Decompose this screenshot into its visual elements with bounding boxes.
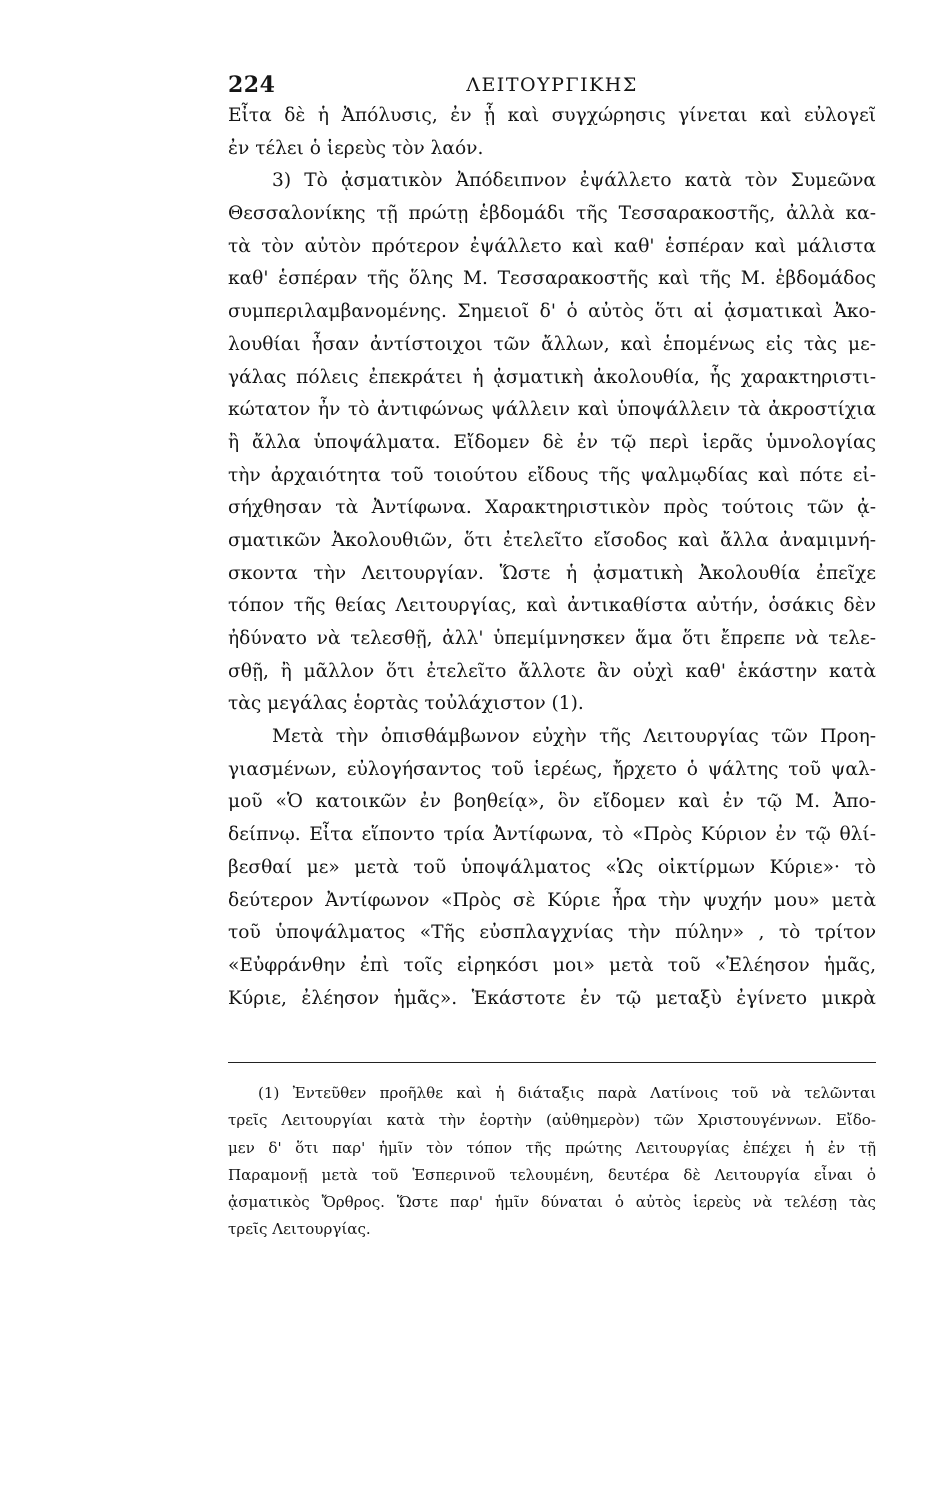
footnote (228, 1080, 876, 1244)
text-line: τόπον τῆς θείας Λειτουργίας, καὶ ἀντικαθίστα αὐτήν, ὁσάκις δὲν (228, 595, 876, 617)
text-line: λουθίαι ἦσαν ἀντίστοιχοι τῶν ἄλλων, καὶ ἑπομένως εἰς τὰς με- (228, 333, 876, 355)
text-line: 3) Τὸ ᾀσματικὸν Ἀπόδειπνον ἐψάλλετο κατὰ τὸν Συμεῶνα (272, 170, 876, 192)
text-line: συμπεριλαμβανομένης. Σημειοῖ δ' ὁ αὐτὸς ὅτι αἱ ᾀσματικαὶ Ἀκο- (228, 301, 876, 323)
text-line: Κύριε, ἐλέησον ἡμᾶς». Ἑκάστοτε ἐν τῷ μεταξὺ ἐγίνετο μικρὰ (228, 987, 876, 1009)
text-line: κώτατον ἦν τὸ ἀντιφώνως ψάλλειν καὶ ὑποψάλλειν τὰ ἀκροστίχια (228, 399, 876, 421)
running-title: ΛΕΙΤΟΥΡΓΙΚΗΣ (466, 74, 638, 96)
text-line: ἢ ἄλλα ὑποψάλματα. Εἴδομεν δὲ ἐν τῷ περὶ ἱερᾶς ὑμνολογίας (228, 431, 876, 453)
footnote-line: μεν δ' ὅτι παρ' ἡμῖν τὸν τόπον τῆς πρώτης Λειτουργίας ἐπέχει ἡ ἐν τῇ (228, 1138, 876, 1157)
page-number: 224 (228, 72, 276, 98)
text-line: δεύτερον Ἀντίφωνον «Πρὸς σὲ Κύριε ἦρα τὴν ψυχήν μου» μετὰ (228, 889, 876, 911)
text-line: ἐν τέλει ὁ ἱερεὺς τὸν λαόν. (228, 137, 484, 159)
text-line: σματικῶν Ἀκολουθιῶν, ὅτι ἐτελεῖτο εἴσοδος καὶ ἄλλα ἀναμιμνή- (228, 529, 876, 551)
text-line: σκοντα τὴν Λειτουργίαν. Ὥστε ἡ ᾀσματικὴ Ἀκολουθία ἐπεῖχε (228, 562, 876, 584)
text-line: δείπνῳ. Εἶτα εἵποντο τρία Ἀντίφωνα, τὸ «Πρὸς Κύριον ἐν τῷ θλί- (228, 824, 876, 846)
footnote-line: τρεῖς Λειτουργίαι κατὰ τὴν ἑορτὴν (αὐθημερὸν) τῶν Χριστουγέννων. Εἴδο- (228, 1111, 876, 1130)
text-line: καθ' ἑσπέραν τῆς ὅλης Μ. Τεσσαρακοστῆς καὶ τῆς Μ. ἑβδομάδος (228, 268, 876, 290)
footnote-divider (228, 1062, 876, 1063)
text-line: Μετὰ τὴν ὀπισθάμβωνον εὐχὴν τῆς Λειτουργίας τῶν Προη- (272, 726, 876, 748)
text-line: ἠδύνατο νὰ τελεσθῇ, ἀλλ' ὑπεμίμνησκεν ἅμα ὅτι ἔπρεπε νὰ τελε- (228, 628, 876, 649)
footnote-line: ᾀσματικὸς Ὄρθρος. Ὥστε παρ' ἡμῖν δύναται ὁ αὐτὸς ἱερεὺς νὰ τελέσῃ τὰς (228, 1193, 876, 1212)
main-text (228, 100, 876, 1015)
text-line: τὰ τὸν αὐτὸν πρότερον ἐψάλλετο καὶ καθ' ἑσπέραν καὶ μάλιστα (228, 235, 876, 257)
text-line: «Εὐφράνθην ἐπὶ τοῖς εἰρηκόσι μοι» μετὰ τοῦ «Ἐλέησον ἡμᾶς, (228, 954, 876, 976)
text-line: γιασμένων, εὐλογήσαντος τοῦ ἱερέως, ἤρχετο ὁ ψάλτης τοῦ ψαλ- (228, 758, 876, 780)
text-line: μοῦ «Ὁ κατοικῶν ἐν βοηθείᾳ», ὃν εἴδομεν καὶ ἐν τῷ Μ. Ἀπο- (228, 791, 876, 813)
text-line: σήχθησαν τὰ Ἀντίφωνα. Χαρακτηριστικὸν πρὸς τούτοις τῶν ᾀ- (228, 497, 876, 519)
text-line: τοῦ ὑποψάλματος «Τῆς εὐσπλαγχνίας τὴν πύλην» , τὸ τρίτον (228, 922, 876, 944)
text-line: τὰς μεγάλας ἑορτὰς τοὐλάχιστον (1). (228, 693, 584, 715)
text-line: Θεσσαλονίκης τῇ πρώτῃ ἑβδομάδι τῆς Τεσσαρακοστῆς, ἀλλὰ κα- (228, 203, 876, 225)
text-line: γάλας πόλεις ἐπεκράτει ἡ ᾀσματικὴ ἀκολουθία, ἧς χαρακτηριστι- (228, 366, 876, 388)
text-line: σθῇ, ἢ μᾶλλον ὅτι ἐτελεῖτο ἄλλοτε ἂν οὐχὶ καθ' ἑκάστην κατὰ (228, 660, 876, 682)
page-header (228, 72, 876, 102)
footnote-line: τρεῖς Λειτουργίας. (228, 1220, 371, 1239)
text-line: τὴν ἀρχαιότητα τοῦ τοιούτου εἴδους τῆς ψαλμῳδίας καὶ πότε εἰ- (228, 464, 876, 486)
footnote-line: (1) Ἐντεῦθεν προῆλθε καὶ ἡ διάταξις παρὰ Λατίνοις τοῦ νὰ τελῶνται (258, 1084, 876, 1102)
footnote-line: Παραμονῇ μετὰ τοῦ Ἑσπερινοῦ τελουμένη, δευτέρα δὲ Λειτουργία εἶναι ὁ (228, 1165, 876, 1184)
text-line: βεσθαί με» μετὰ τοῦ ὑποψάλματος «Ὡς οἰκτίρμων Κύριε»· τὸ (228, 856, 876, 878)
text-line: Εἶτα δὲ ἡ Ἀπόλυσις, ἐν ᾗ καὶ συγχώρησις γίνεται καὶ εὐλογεῖ (228, 105, 876, 126)
